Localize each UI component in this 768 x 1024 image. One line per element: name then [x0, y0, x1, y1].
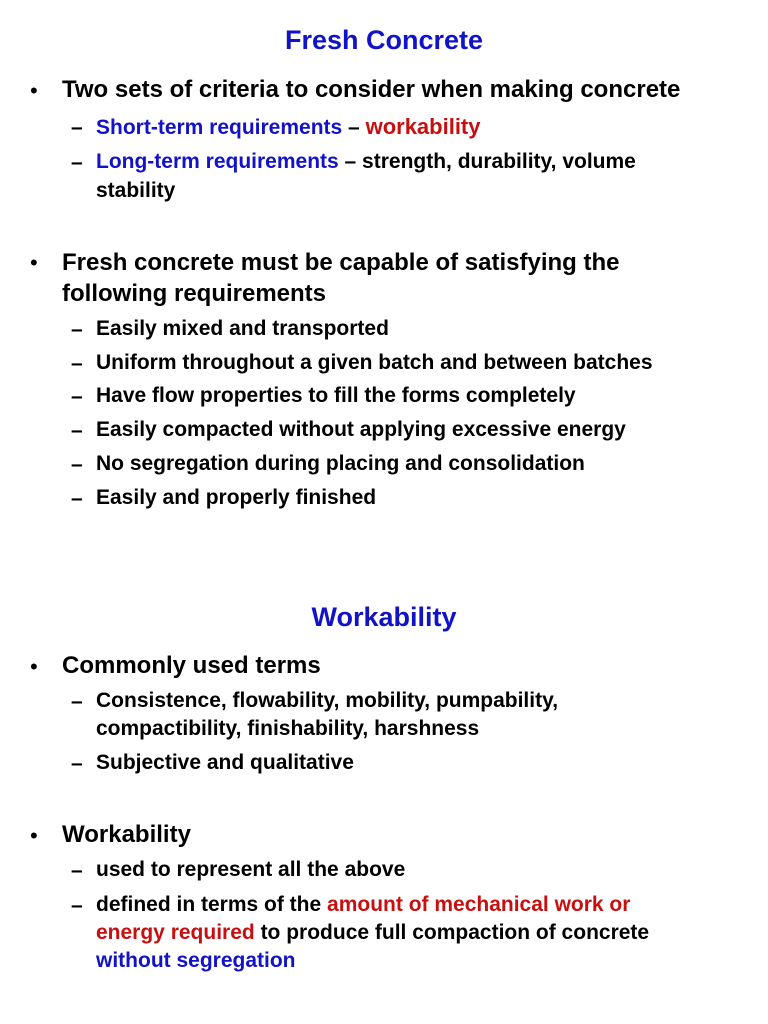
dash-icon: – — [71, 752, 83, 775]
requirement-item: Easily mixed and transported — [96, 317, 389, 340]
definition-highlight-red: amount of mechanical work or — [327, 893, 631, 916]
requirement-item: Uniform throughout a given batch and between batches — [96, 351, 653, 374]
dash-icon: – — [71, 352, 83, 375]
dash-icon: – — [71, 151, 83, 174]
dash-icon: – — [71, 318, 83, 341]
definition-text: to produce full compaction of concrete — [254, 921, 650, 944]
terms-item: Consistence, flowability, mobility, pumpability, — [96, 689, 559, 712]
terms-item-continued: compactibility, finishability, harshness — [96, 717, 480, 740]
workability-definition-continued — [96, 920, 649, 945]
terms-item: Subjective and qualitative — [96, 751, 354, 774]
title-fresh-concrete: Fresh Concrete — [284, 25, 484, 55]
item-long-term — [96, 149, 636, 174]
bullet-fresh-concrete-capable: Fresh concrete must be capable of satisfying the — [62, 249, 620, 276]
requirement-item: Have flow properties to fill the forms completely — [96, 384, 576, 407]
requirement-item: Easily compacted without applying excessive energy — [96, 418, 626, 441]
dash-icon: – — [71, 453, 83, 476]
dash-icon: – — [71, 385, 83, 408]
requirement-item: Easily and properly finished — [96, 486, 377, 509]
title-workability: Workability — [311, 602, 457, 632]
item-short-term — [96, 114, 481, 140]
short-term-separator: – — [342, 116, 366, 139]
item-long-term-continued: stability — [96, 179, 176, 202]
dash-icon: – — [71, 419, 83, 442]
bullet-icon: • — [30, 654, 38, 679]
short-term-label: Short-term requirements — [96, 116, 343, 139]
bullet-icon: • — [30, 250, 38, 275]
definition-highlight-blue: without segregation — [96, 949, 296, 972]
dash-icon: – — [71, 690, 83, 713]
definition-text: defined in terms of the — [96, 893, 328, 916]
bullet-fresh-concrete-capable-continued: following requirements — [62, 280, 327, 307]
bullet-icon: • — [30, 78, 38, 103]
short-term-workability: workability — [365, 114, 481, 139]
definition-highlight-red: energy required — [96, 921, 255, 944]
long-term-label: Long-term requirements — [96, 150, 339, 173]
workability-definition — [96, 892, 630, 917]
long-term-value: – strength, durability, volume — [338, 150, 636, 173]
dash-icon: – — [71, 116, 83, 139]
dash-icon: – — [71, 487, 83, 510]
bullet-commonly-used-terms: Commonly used terms — [62, 652, 321, 679]
dash-icon: – — [71, 894, 83, 917]
bullet-two-sets-criteria: Two sets of criteria to consider when making concrete — [62, 76, 681, 103]
dash-icon: – — [71, 859, 83, 882]
requirement-item: No segregation during placing and consolidation — [96, 452, 585, 475]
bullet-workability: Workability — [62, 821, 191, 848]
workability-item: used to represent all the above — [96, 858, 406, 881]
bullet-icon: • — [30, 823, 38, 848]
